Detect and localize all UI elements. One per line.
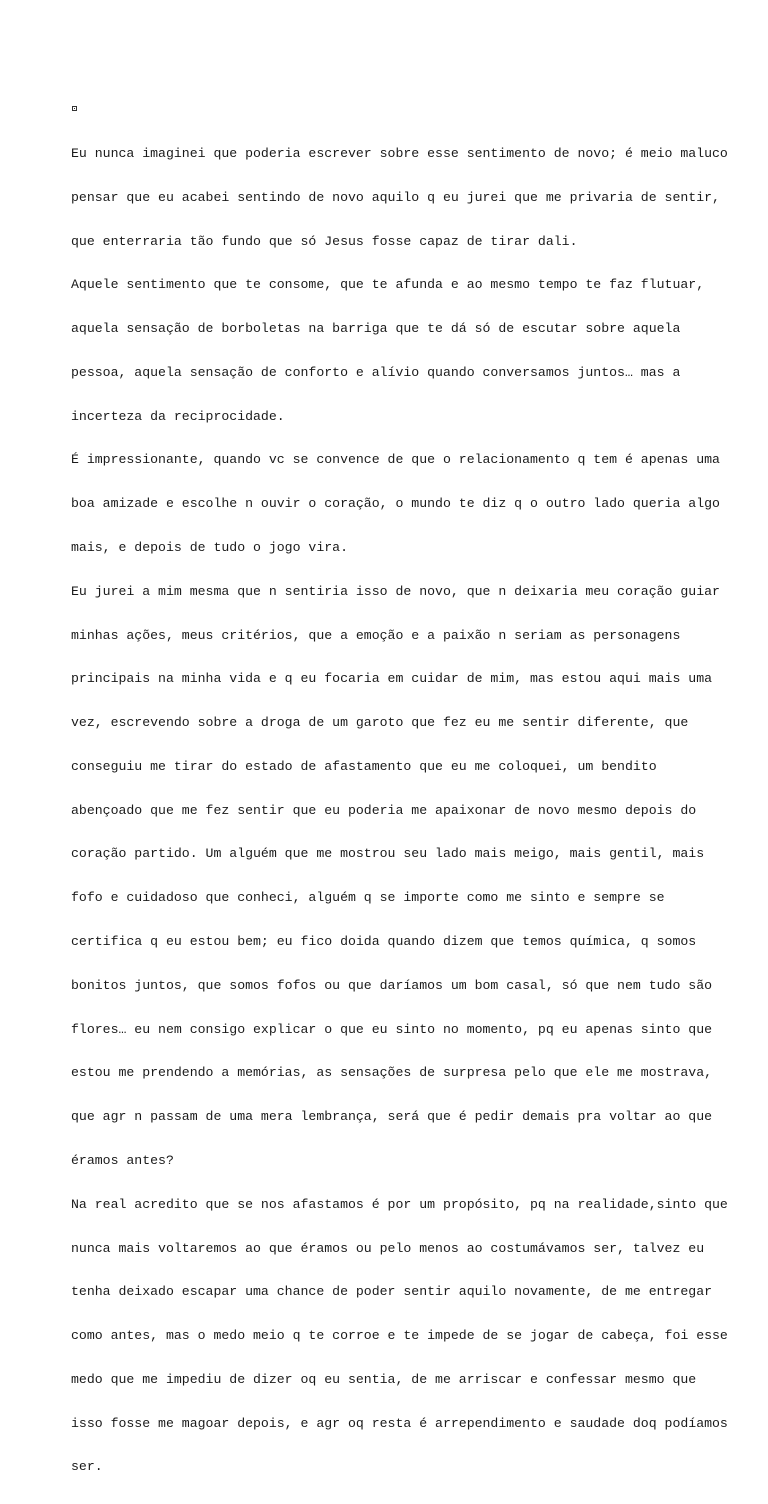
text-line-18: fofo e cuidadoso que conheci, alguém q se importe como me sinto e sempre se bbox=[71, 890, 665, 906]
document-text bbox=[71, 74, 728, 1504]
text-line-10: mais, e depois de tudo o jogo vira. bbox=[71, 540, 348, 555]
text-line-31: ser. bbox=[71, 1459, 103, 1475]
text-line-21: flores… eu nem consigo explicar o que eu sinto no momento, pq eu apenas sinto que bbox=[71, 1021, 713, 1037]
text-line-11: Eu jurei a mim mesma que n sentiria isso de novo, que n deixaria meu coração guiar bbox=[71, 583, 720, 599]
text-line-7: incerteza da reciprocidade. bbox=[71, 408, 285, 424]
text-line-20: bonitos juntos, que somos fofos ou que daríamos um bom casal, só que nem tudo são bbox=[71, 977, 713, 993]
text-line-19: certifica q eu estou bem; eu fico doida quando dizem que temos química, q somos bbox=[71, 934, 697, 950]
text-line-28: como antes, mas o medo meio q te corroe e te impede de se jogar de cabeça, foi esse bbox=[71, 1328, 728, 1344]
text-line-25: Na real acredito que se nos afastamos é por um propósito, pq na realidade,sinto que bbox=[71, 1196, 728, 1212]
text-line-12: minhas ações, meus critérios, que a emoção e a paixão n seriam as personagens bbox=[71, 627, 681, 643]
text-line-13: principais na minha vida e q eu focaria em cuidar de mim, mas estou aqui mais uma bbox=[71, 671, 713, 687]
text-line-26: nunca mais voltaremos ao que éramos ou pelo menos ao costumávamos ser, talvez eu bbox=[71, 1240, 705, 1256]
text-line-16: abençoado que me fez sentir que eu poderia me apaixonar de novo mesmo depois do bbox=[71, 802, 697, 818]
text-line-5: aquela sensação de borboletas na barriga que te dá só de escutar sobre aquela bbox=[71, 321, 681, 337]
text-line-27: tenha deixado escapar uma chance de poder sentir aquilo novamente, de me entregar bbox=[71, 1284, 713, 1300]
text-line-15: conseguiu me tirar do estado de afastamento que eu me coloquei, um bendito bbox=[71, 758, 657, 774]
text-line-1: Eu nunca imaginei que poderia escrever sobre esse sentimento de novo; é meio maluco bbox=[71, 145, 728, 161]
text-line-3: que enterraria tão fundo que só Jesus fosse capaz de tirar dali. bbox=[71, 233, 578, 249]
text-line-22: estou me prendendo a memórias, as sensações de surpresa pelo que ele me mostrava, bbox=[71, 1065, 713, 1081]
text-line-2: pensar que eu acabei sentindo de novo aquilo q eu jurei que me privaria de sentir, bbox=[71, 189, 720, 205]
text-line-23: que agr n passam de uma mera lembrança, será que é pedir demais pra voltar ao que bbox=[71, 1109, 713, 1125]
text-line-24: éramos antes? bbox=[71, 1152, 174, 1168]
marker-line bbox=[71, 103, 711, 118]
text-line-14: vez, escrevendo sobre a droga de um garoto que fez eu me sentir diferente, que bbox=[71, 715, 689, 731]
text-line-6: pessoa, aquela sensação de conforto e alívio quando conversamos juntos… mas a bbox=[71, 364, 681, 380]
text-line-30: isso fosse me magoar depois, e agr oq resta é arrependimento e saudade doq podíamos bbox=[71, 1415, 728, 1431]
text-line-9: boa amizade e escolhe n ouvir o coração, o mundo te diz q o outro lado queria algo bbox=[71, 496, 720, 512]
text-line-8: É impressionante, quando vc se convence de que o relacionamento q tem é apenas uma bbox=[71, 452, 720, 468]
text-line-17: coração partido. Um alguém que me mostrou seu lado mais meigo, mais gentil, mais bbox=[71, 846, 705, 862]
currency-sign-icon bbox=[72, 106, 77, 111]
text-line-4: Aquele sentimento que te consome, que te afunda e ao mesmo tempo te faz flutuar, bbox=[71, 277, 705, 293]
text-line-29: medo que me impediu de dizer oq eu sentia, de me arriscar e confessar mesmo que bbox=[71, 1371, 697, 1387]
